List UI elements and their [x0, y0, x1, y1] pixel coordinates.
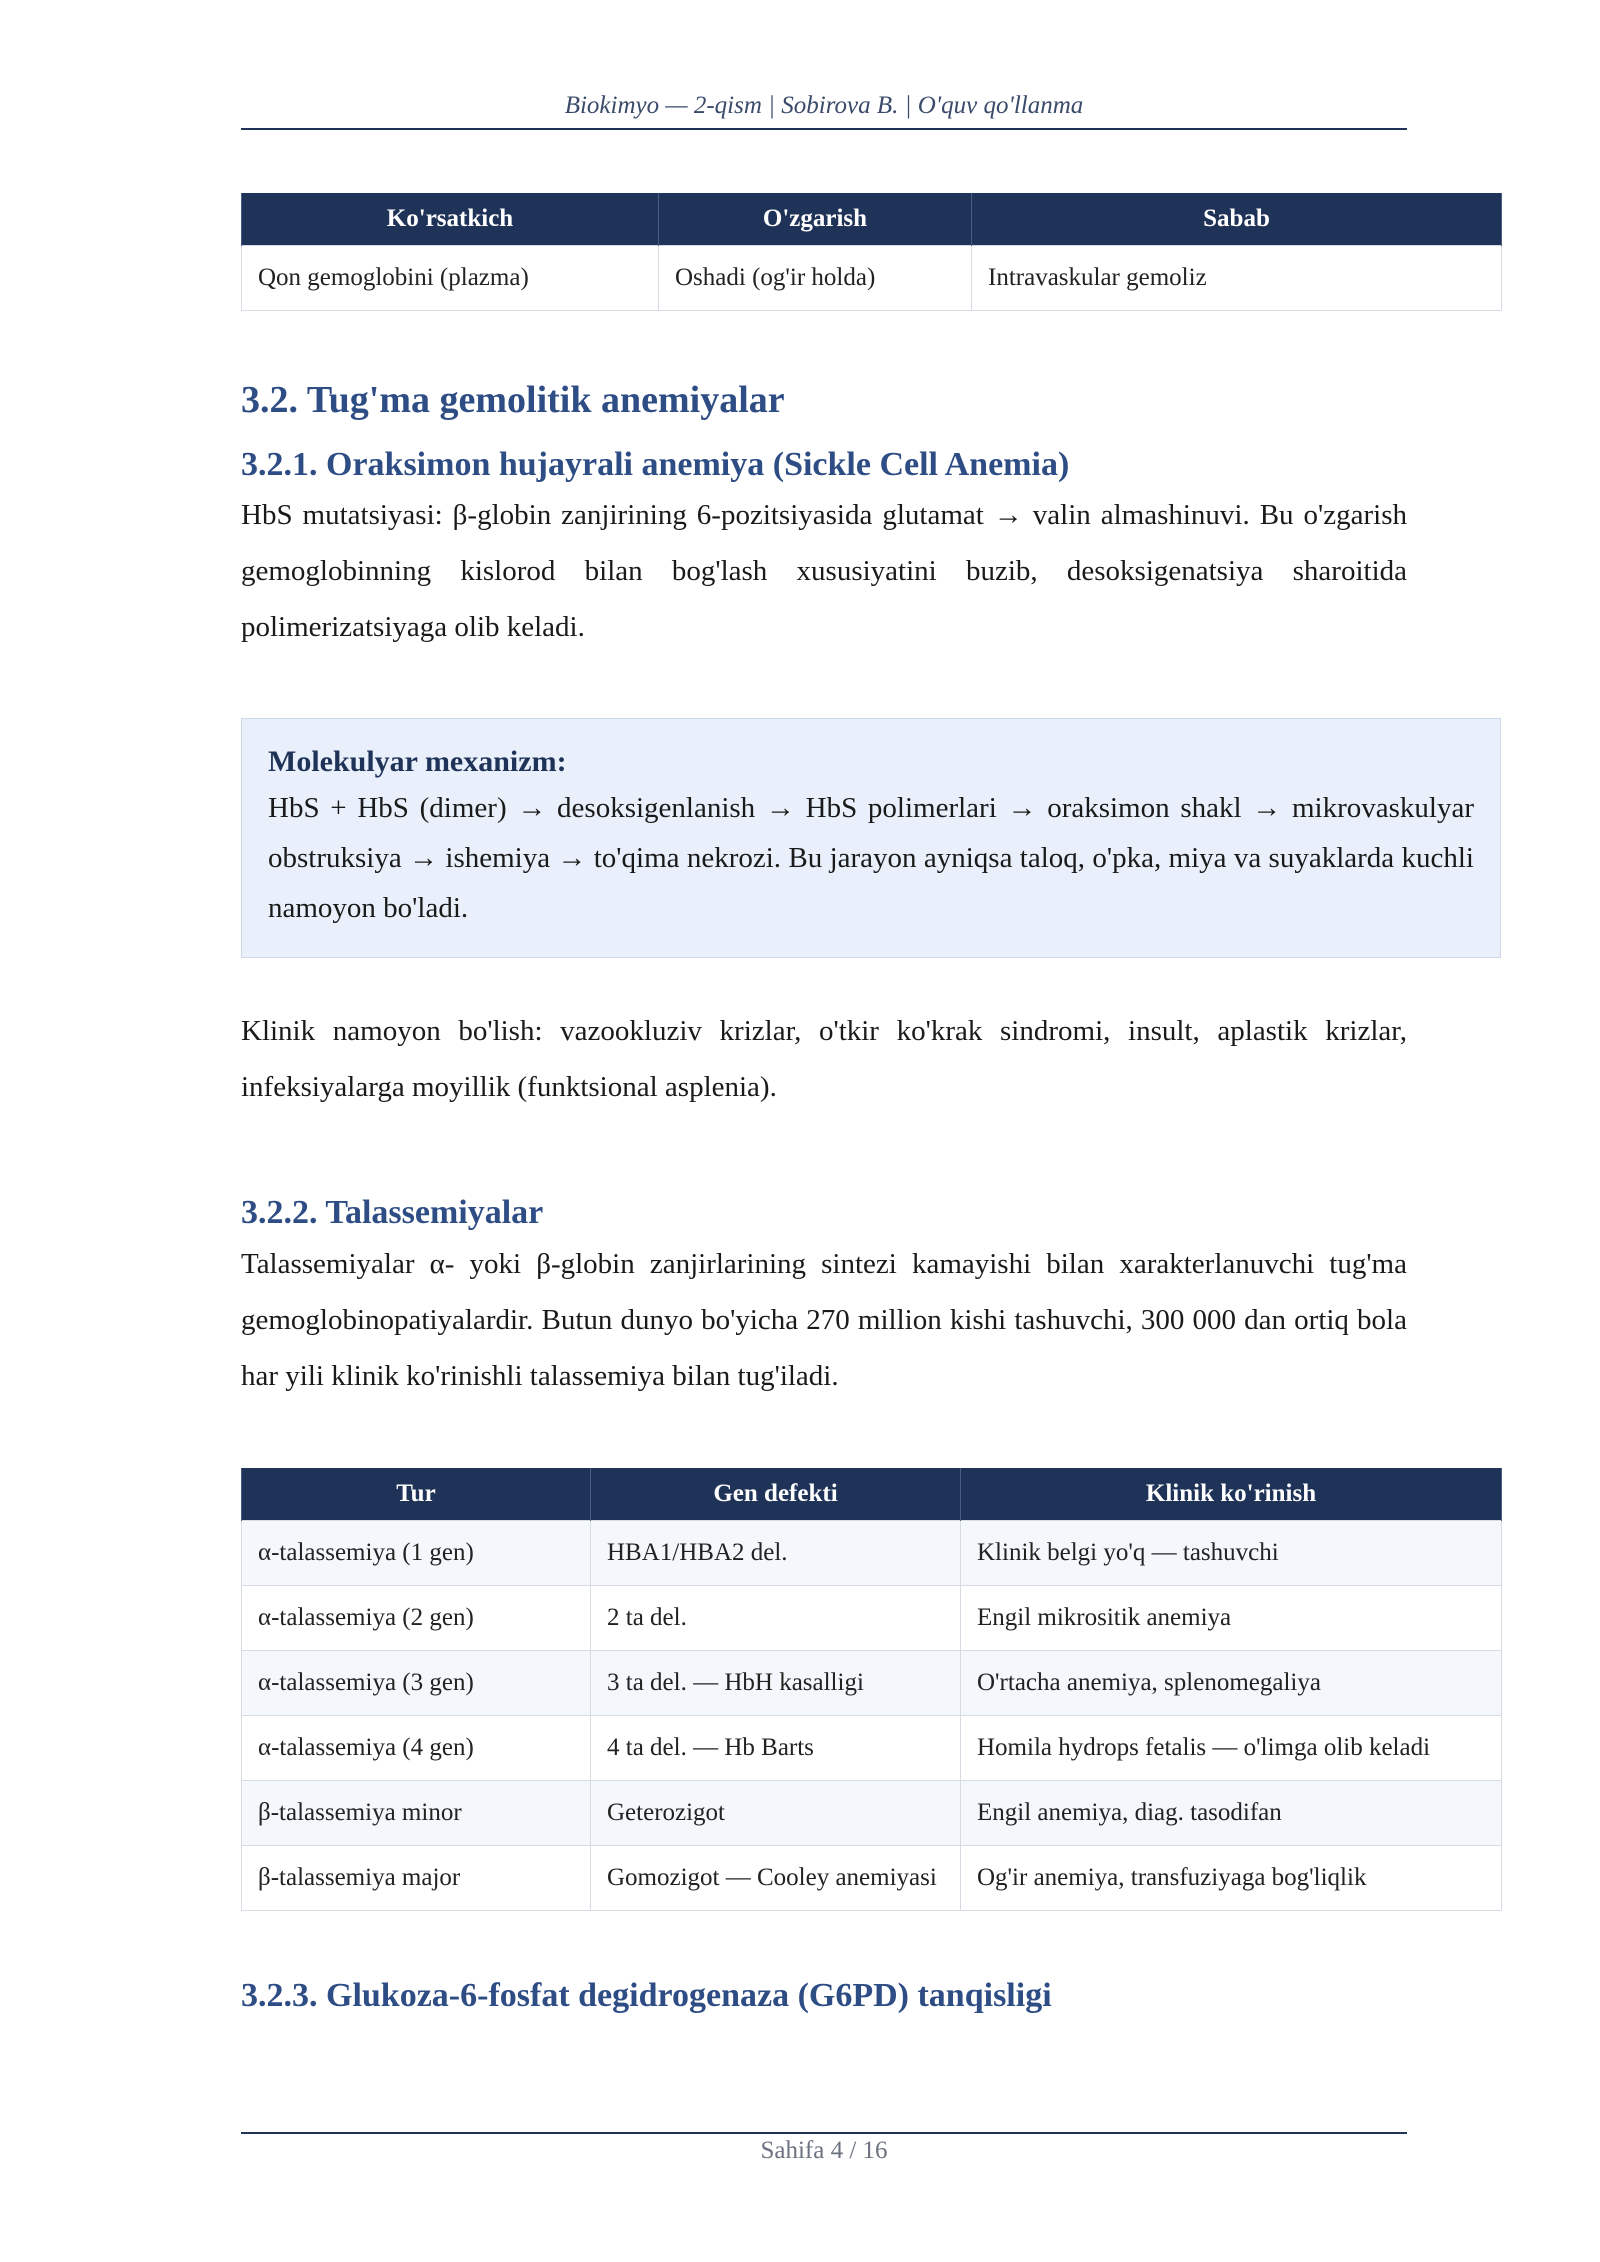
- paragraph-hbs-mutation: HbS mutatsiyasi: β-globin zanjirining 6-pozitsiyasida glutamat → valin almashinuvi. Bu o'zgarish gemoglobinning kislorod bilan bog'lash xususiyatini buzib, desoksigenatsiya sharoitida polimerizatsiyaga olib keladi.: [241, 499, 1407, 643]
- callout-title: Molekulyar mexanizm:: [268, 745, 567, 778]
- table-cell: Geterozigot: [591, 1781, 961, 1846]
- table-cell: Klinik belgi yo'q — tashuvchi: [961, 1521, 1502, 1586]
- table-cell: Og'ir anemiya, transfuziyaga bog'liqlik: [961, 1846, 1502, 1911]
- callout-body: HbS + HbS (dimer) → desoksigenlanish → HbS polimerlari → oraksimon shakl → mikrovaskulyar obstruksiya → ishemiya → to'qima nekrozi. Bu jarayon ayniqsa taloq, o'pka, miya va suyaklarda kuchli namoyon bo'ladi.: [268, 792, 1474, 924]
- section-heading-3-2: 3.2. Tug'ma gemolitik anemiyalar: [241, 379, 785, 421]
- table-cell: O'rtacha anemiya, splenomegaliya: [961, 1651, 1502, 1716]
- table-cell: Intravaskular gemoliz: [972, 246, 1502, 311]
- table-header-row: [242, 193, 1502, 246]
- table-cell: α-talassemiya (3 gen): [242, 1651, 591, 1716]
- indicator-table: [241, 193, 1502, 311]
- table-row: [242, 1846, 1502, 1911]
- table-cell: 3 ta del. — HbH kasalligi: [591, 1651, 961, 1716]
- table-cell: Gomozigot — Cooley anemiyasi: [591, 1846, 961, 1911]
- table-row: [242, 1521, 1502, 1586]
- table-row: [242, 1586, 1502, 1651]
- table-cell: 2 ta del.: [591, 1586, 961, 1651]
- table-header-cell: Sabab: [972, 193, 1502, 246]
- table-header-cell: Ko'rsatkich: [242, 193, 659, 246]
- table-cell: Engil anemiya, diag. tasodifan: [961, 1781, 1502, 1846]
- table-cell: Qon gemoglobini (plazma): [242, 246, 659, 311]
- molecular-mechanism-callout: [241, 718, 1501, 958]
- table-header-cell: Gen defekti: [591, 1468, 961, 1521]
- table-cell: α-talassemiya (2 gen): [242, 1586, 591, 1651]
- paragraph-clinical: Klinik namoyon bo'lish: vazookluziv krizlar, o'tkir ko'krak sindromi, insult, aplastik krizlar, infeksiyalarga moyillik (funktsional asplenia).: [241, 1015, 1407, 1103]
- table-cell: β-talassemiya major: [242, 1846, 591, 1911]
- table-row: [242, 1651, 1502, 1716]
- table-header-cell: Klinik ko'rinish: [961, 1468, 1502, 1521]
- table-cell: α-talassemiya (1 gen): [242, 1521, 591, 1586]
- table-cell: α-talassemiya (4 gen): [242, 1716, 591, 1781]
- page-number: Sahifa 4 / 16: [760, 2137, 888, 2164]
- section-heading-3-2-1: 3.2.1. Oraksimon hujayrali anemiya (Sickle Cell Anemia): [241, 446, 1070, 483]
- table-cell: Engil mikrositik anemiya: [961, 1586, 1502, 1651]
- table-row: [242, 1716, 1502, 1781]
- header-rule: [241, 128, 1407, 130]
- footer-rule: [241, 2132, 1407, 2134]
- table-row: [242, 1781, 1502, 1846]
- table-cell: Oshadi (og'ir holda): [659, 246, 972, 311]
- thalassemia-table: [241, 1468, 1502, 1911]
- table-cell: 4 ta del. — Hb Barts: [591, 1716, 961, 1781]
- section-heading-3-2-3: 3.2.3. Glukoza-6-fosfat degidrogenaza (G6PD) tanqisligi: [241, 1977, 1052, 2014]
- table-cell: β-talassemiya minor: [242, 1781, 591, 1846]
- table-row: [242, 246, 1502, 311]
- table-header-cell: O'zgarish: [659, 193, 972, 246]
- table-header-cell: Tur: [242, 1468, 591, 1521]
- paragraph-thalassemia: Talassemiyalar α- yoki β-globin zanjirlarining sintezi kamayishi bilan xarakterlanuvchi tug'ma gemoglobinopatiyalardir. Butun dunyo bo'yicha 270 million kishi tashuvchi, 300 000 dan ortiq bola har yili klinik ko'rinishli talassemiya bilan tug'iladi.: [241, 1248, 1407, 1392]
- section-heading-3-2-2: 3.2.2. Talassemiyalar: [241, 1194, 544, 1231]
- table-cell: HBA1/HBA2 del.: [591, 1521, 961, 1586]
- running-header: Biokimyo — 2-qism | Sobirova B. | O'quv qo'llanma: [564, 92, 1084, 119]
- table-cell: Homila hydrops fetalis — o'limga olib keladi: [961, 1716, 1502, 1781]
- table-header-row: [242, 1468, 1502, 1521]
